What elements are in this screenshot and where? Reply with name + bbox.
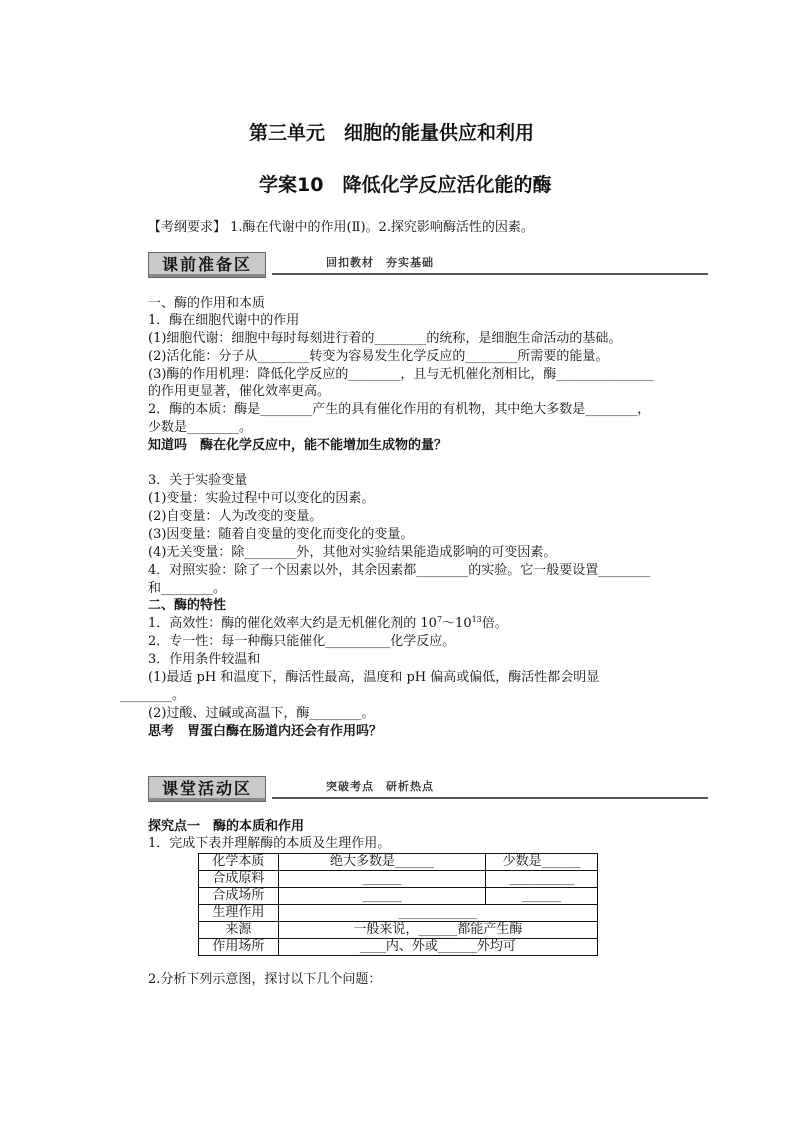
divider bbox=[272, 797, 708, 799]
table-cell: 一般来说，______都能产生酶 bbox=[278, 922, 597, 939]
table-cell: ______ bbox=[278, 871, 485, 888]
table-cell: __________ bbox=[486, 871, 598, 888]
pre-line: (2)活化能：分子从________转变为容易发生化学反应的________所需要的能量。 bbox=[148, 349, 609, 364]
section-tab-class: 课堂活动区 bbox=[148, 776, 266, 802]
table-row bbox=[199, 939, 598, 956]
pre-line-heading: 二、酶的特性 bbox=[148, 598, 227, 613]
table-cell: 化学本质 bbox=[199, 854, 279, 871]
table-cell: ______ bbox=[486, 888, 598, 905]
pre-line: 1．酶在细胞代谢中的作用 bbox=[148, 313, 300, 328]
table-cell: 少数是______ bbox=[486, 854, 598, 871]
pre-line-question: 知道吗 酶在化学反应中，能不能增加生成物的量？ bbox=[148, 438, 448, 453]
table-row bbox=[199, 854, 598, 871]
table-row bbox=[199, 905, 598, 922]
pre-line: 的作用更显著，催化效率更高。 bbox=[148, 384, 331, 399]
efficiency-mid: ～10 bbox=[442, 616, 472, 631]
efficiency-exp2: 13 bbox=[471, 615, 482, 624]
pre-line: (4)无关变量：除________外，其他对实验结果能造成影响的可变因素。 bbox=[148, 545, 557, 560]
pre-line: 少数是________。 bbox=[148, 420, 253, 435]
pre-line-question: 思考 胃蛋白酶在肠道内还会有作用吗？ bbox=[148, 724, 383, 739]
table-cell: ____________ bbox=[278, 905, 597, 922]
enzyme-table bbox=[198, 853, 598, 956]
pre-line: 和________。 bbox=[148, 581, 227, 596]
table-cell: ____内、外或______外均可 bbox=[278, 939, 597, 956]
table-cell: ______ bbox=[278, 888, 485, 905]
pre-line: (3)酶的作用机理：降低化学反应的________，且与无机催化剂相比，酶_______________ bbox=[148, 367, 654, 382]
section-bar-prep bbox=[148, 252, 708, 278]
divider bbox=[272, 273, 708, 275]
table-row bbox=[199, 871, 598, 888]
pre-line: (1)细胞代谢：细胞中每时每刻进行着的________的统称，是细胞生命活动的基础。 bbox=[148, 331, 622, 346]
pre-line: 3．关于实验变量 bbox=[148, 473, 248, 488]
efficiency-tail: 倍。 bbox=[481, 616, 508, 631]
table-cell: 合成原料 bbox=[199, 871, 279, 888]
unit-title: 第三单元 细胞的能量供应和利用 bbox=[249, 122, 535, 144]
pre-line: (3)因变量：随着自变量的变化而变化的变量。 bbox=[148, 527, 414, 542]
class-line: 1．完成下表并理解酶的本质及生理作用。 bbox=[148, 836, 391, 851]
section-subtitle-class: 突破考点 研析热点 bbox=[326, 780, 434, 793]
lesson-title: 学案10 降低化学反应活化能的酶 bbox=[259, 174, 552, 196]
pre-line: 一、酶的作用和本质 bbox=[148, 296, 266, 311]
table-row bbox=[199, 888, 598, 905]
class-heading: 探究点一 酶的本质和作用 bbox=[148, 819, 305, 834]
exam-requirements: 【考纲要求】 1.酶在代谢中的作用(Ⅱ)。2.探究影响酶活性的因素。 bbox=[148, 220, 534, 235]
efficiency-exp1: 7 bbox=[436, 615, 443, 624]
section-subtitle-prep: 回扣教材 夯实基础 bbox=[326, 256, 434, 269]
pre-line: 3．作用条件较温和 bbox=[148, 652, 261, 667]
class-line: 2.分析下列示意图，探讨以下几个问题： bbox=[148, 972, 382, 987]
pre-line: (1)变量：实验过程中可以变化的因素。 bbox=[148, 491, 375, 506]
pre-line: ________。 bbox=[120, 688, 186, 703]
table-cell: 生理作用 bbox=[199, 905, 279, 922]
table-cell: 绝大多数是______ bbox=[278, 854, 485, 871]
pre-line: 4．对照实验：除了一个因素以外，其余因素都________的实验。它一般要设置________ bbox=[148, 563, 651, 578]
section-bar-class bbox=[148, 776, 708, 802]
pre-line: (1)最适 pH 和温度下，酶活性最高，温度和 pH 偏高或偏低，酶活性都会明显 bbox=[148, 670, 600, 685]
pre-line: 2．酶的本质：酶是________产生的具有催化作用的有机物，其中绝大多数是________， bbox=[148, 402, 651, 417]
pre-line: (2)过酸、过碱或高温下，酶________。 bbox=[148, 706, 375, 721]
section-tab-prep: 课前准备区 bbox=[148, 252, 266, 278]
pre-line-efficiency bbox=[148, 616, 508, 632]
table-cell: 来源 bbox=[199, 922, 279, 939]
pre-line: (2)自变量：人为改变的变量。 bbox=[148, 509, 323, 524]
table-row bbox=[199, 922, 598, 939]
efficiency-text: 1．高效性：酶的催化效率大约是无机催化剂的 10 bbox=[148, 616, 437, 631]
table-cell: 合成场所 bbox=[199, 888, 279, 905]
table-cell: 作用场所 bbox=[199, 939, 279, 956]
pre-line: 2．专一性：每一种酶只能催化__________化学反应。 bbox=[148, 634, 456, 649]
